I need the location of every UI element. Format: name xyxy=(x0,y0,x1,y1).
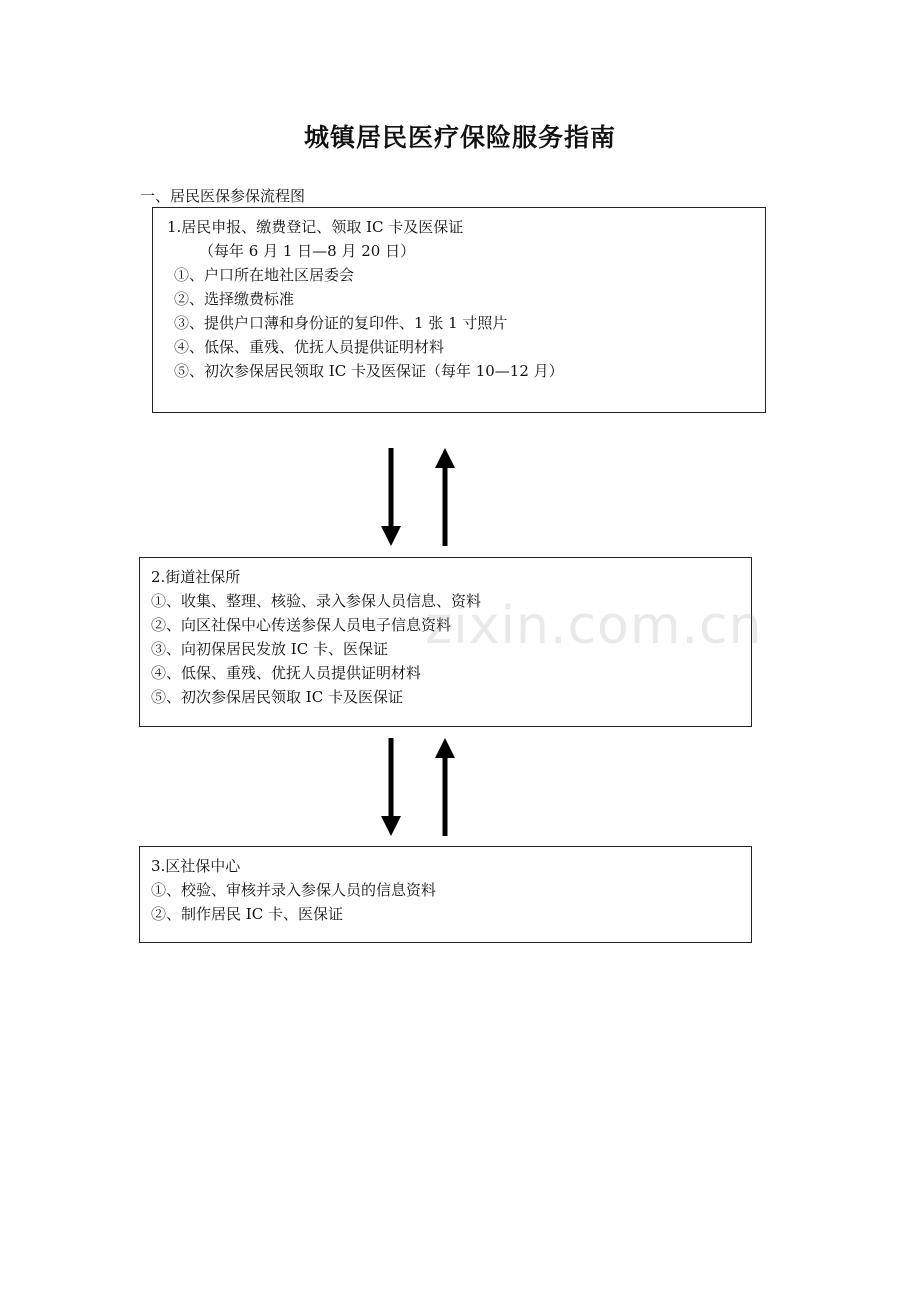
box-heading: 1.居民申报、缴费登记、领取 IC 卡及医保证 xyxy=(167,218,464,236)
list-item: ③、提供户口薄和身份证的复印件、1 张 1 寸照片 xyxy=(174,314,508,332)
list-item: ④、低保、重残、优抚人员提供证明材料 xyxy=(174,338,445,356)
box-heading: 2.街道社保所 xyxy=(151,568,241,586)
list-item: ④、低保、重残、优抚人员提供证明材料 xyxy=(151,664,422,682)
down-arrow-icon xyxy=(376,446,406,548)
flow-box-district-social-security-center xyxy=(139,846,752,943)
list-item: ⑤、初次参保居民领取 IC 卡及医保证 xyxy=(151,688,403,706)
list-item: ⑤、初次参保居民领取 IC 卡及医保证（每年 10—12 月） xyxy=(174,362,564,380)
up-arrow-icon xyxy=(430,736,460,838)
list-item: ①、户口所在地社区居委会 xyxy=(174,266,355,284)
list-item: ①、收集、整理、核验、录入参保人员信息、资料 xyxy=(151,592,482,610)
page-title: 城镇居民医疗保险服务指南 xyxy=(303,123,616,152)
section-heading: 一、居民医保参保流程图 xyxy=(140,187,306,205)
flow-box-residents-application xyxy=(152,207,766,413)
box-heading: 3.区社保中心 xyxy=(151,857,241,875)
list-item: ③、向初保居民发放 IC 卡、医保证 xyxy=(151,640,388,658)
flow-box-street-social-security-office xyxy=(139,557,752,727)
date-note: （每年 6 月 1 日—8 月 20 日） xyxy=(199,242,416,260)
up-arrow-icon xyxy=(430,446,460,548)
list-item: ②、选择缴费标准 xyxy=(174,290,295,308)
list-item: ②、向区社保中心传送参保人员电子信息资料 xyxy=(151,616,452,634)
down-arrow-icon xyxy=(376,736,406,838)
list-item: ①、校验、审核并录入参保人员的信息资料 xyxy=(151,881,437,899)
list-item: ②、制作居民 IC 卡、医保证 xyxy=(151,905,343,923)
